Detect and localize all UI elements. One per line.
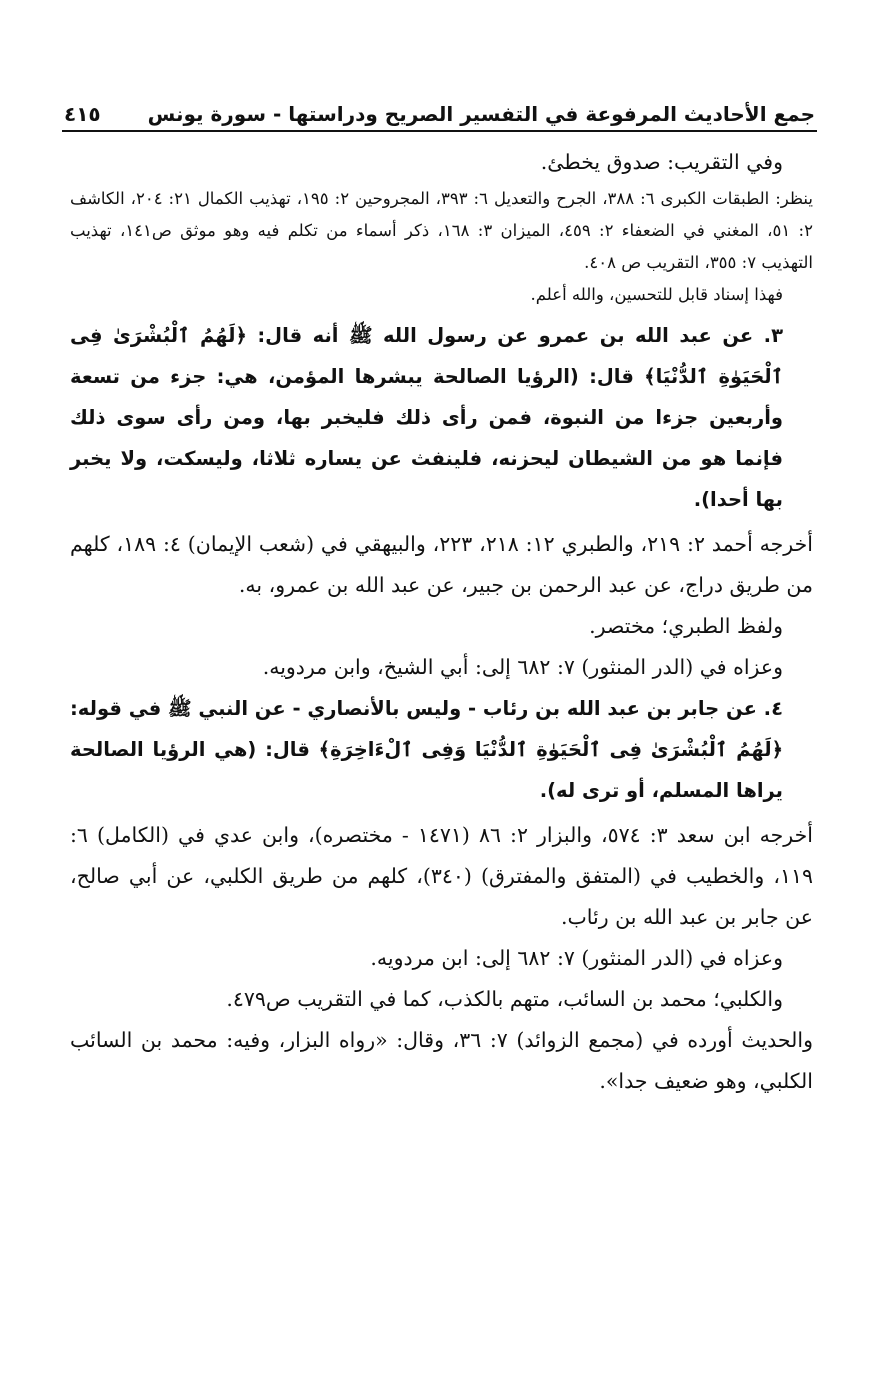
hadith-4-durr-attribution: وعزاه في (الدر المنثور) ٧: ٦٨٢ إلى: ابن مردويه.: [370, 946, 783, 970]
hadith-4-kalbi-note: والكلبي؛ محمد بن السائب، متهم بالكذب، كما في التقريب ص٤٧٩.: [226, 987, 783, 1011]
page-number: ٤١٥: [64, 102, 101, 126]
hadith-3-durr-attribution: وعزاه في (الدر المنثور) ٧: ٦٨٢ إلى: أبي الشيخ، وابن مردويه.: [262, 655, 783, 679]
hadith-3-text: ٣. عن عبد الله بن عمرو عن رسول الله ﷺ أنه قال: ﴿لَهُمُ ٱلْبُشْرَىٰ فِى ٱلْحَيَوٰةِ ٱلدُّنْيَا﴾ قال: (الرؤيا الصالحة يبشرها المؤمن، هي: جزء من تسعة وأربعين جزءا من النبوة، فمن رأى ذلك فليخبر بها، ومن رأى سوى ذلك فإنما هو من الشيطان ليحزنه، فلينفث عن يساره ثلاثا، وليسكت، ولا يخبر بها أحدا).: [70, 324, 783, 511]
paragraph-taqrib-grade: وفي التقريب: صدوق يخطئ.: [540, 150, 783, 174]
page-body: [70, 142, 813, 1102]
hadith-3-takhrij: أخرجه أحمد ٢: ٢١٩، والطبري ١٢: ٢١٨، ٢٢٣، والبيهقي في (شعب الإيمان) ٤: ١٨٩، كلهم من طريق دراج، عن عبد الرحمن بن جبير، عن عبد الله بن عمرو، به.: [70, 532, 813, 597]
hadith-4-takhrij: أخرجه ابن سعد ٣: ٥٧٤، والبزار ٢: ٨٦ (١٤٧١ - مختصره)، وابن عدي في (الكامل) ٦: ١١٩، والخطيب في (المتفق والمفترق) (٣٤٠)، كلهم من طريق الكلبي، عن أبي صالح، عن جابر بن عبد الله بن رئاب.: [70, 823, 813, 929]
page-header: [62, 96, 817, 132]
running-title: جمع الأحاديث المرفوعة في التفسير الصريح ودراستها - سورة يونس: [147, 102, 815, 126]
hadith-3-tabari-note: ولفظ الطبري؛ مختصر.: [589, 614, 783, 638]
hadith-4-text: ٤. عن جابر بن عبد الله بن رئاب - وليس بالأنصاري - عن النبي ﷺ في قوله: ﴿لَهُمُ ٱلْبُشْرَىٰ فِى ٱلْحَيَوٰةِ ٱلدُّنْيَا وَفِى ٱلْءَاخِرَةِ﴾ قال: (هي الرؤيا الصالحة يراها المسلم، أو ترى له).: [70, 697, 783, 802]
hadith-4-majma-note: والحديث أورده في (مجمع الزوائد) ٧: ٣٦، وقال: «رواه البزار، وفيه: محمد بن السائب الكلبي، وهو ضعيف جدا».: [70, 1028, 813, 1093]
paragraph-references: ينظر: الطبقات الكبرى ٦: ٣٨٨، الجرح والتعديل ٦: ٣٩٣، المجروحين ٢: ١٩٥، تهذيب الكمال ٢١: ٢٠٤، الكاشف ٢: ٥١، المغني في الضعفاء ٢: ٤٥٩، الميزان ٣: ١٦٨، ذكر أسماء من تكلم فيه وهو موثق ص١٤١، تهذيب التهذيب ٧: ٣٥٥، التقريب ص ٤٠٨.: [70, 189, 814, 272]
paragraph-isnad-verdict: فهذا إسناد قابل للتحسين، والله أعلم.: [530, 285, 783, 304]
